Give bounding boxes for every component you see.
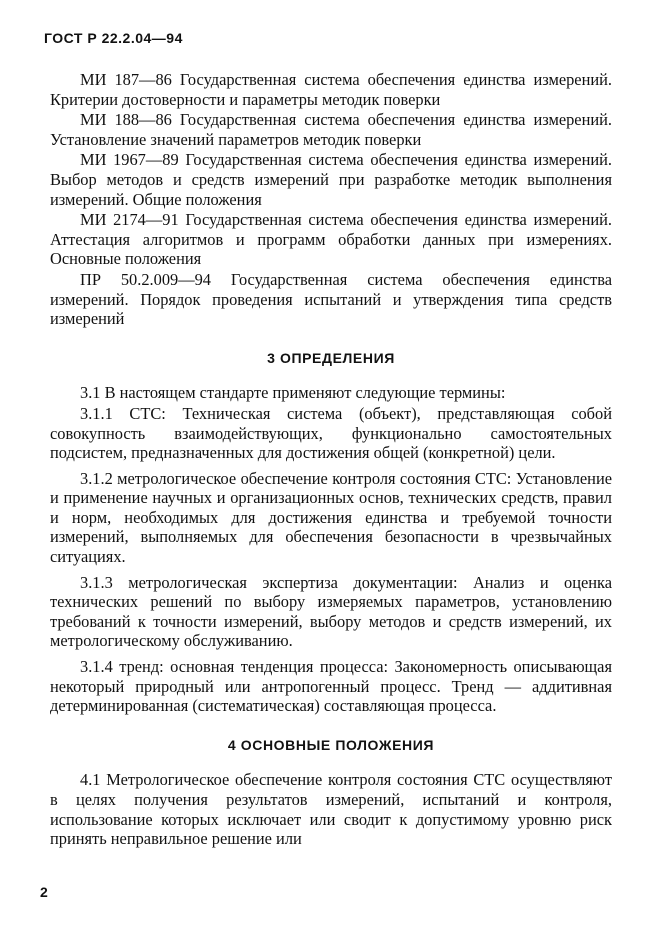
reference-entry: МИ 2174—91 Государственная система обеспечения единства измерений. Аттестация алгоритмов и программ обработки данных при измерениях. Основные положения [50,210,612,269]
section-3-title: 3 ОПРЕДЕЛЕНИЯ [267,349,395,366]
reference-entry: МИ 187—86 Государственная система обеспечения единства измерений. Критерии достоверности и параметры методик поверки [50,70,612,109]
reference-entry: МИ 1967—89 Государственная система обеспечения единства измерений. Выбор методов и средств измерений при разработке методик выполнения измерений. Общие положения [50,150,612,209]
definition-term: 3.1.2 метрологическое обеспечение контроля состояния СТС: Установление и применение научных и организационных основ, технических средств, правил и норм, необходимых для достижения единства и требуемой точности измерений, выполняемых для обеспечения безопасности в чрезвычайных ситуациях. [50,468,612,567]
reference-entry: МИ 188—86 Государственная система обеспечения единства измерений. Установление значений параметров методик поверки [50,110,612,149]
definition-term: 3.1.4 тренд: основная тенденция процесса: Закономерность описывающая некоторый природный или антропогенный процесс. Тренд — аддитивная детерминированная (систематическая) составляющая процесса. [50,657,612,716]
section-4-title: 4 ОСНОВНЫЕ ПОЛОЖЕНИЯ [227,736,435,753]
page-content [50,70,612,849]
document-code-header: ГОСТ Р 22.2.04—94 [44,30,183,46]
definitions-intro: 3.1 В настоящем стандарте применяют следующие термины: [80,383,506,403]
section-4-paragraph: 4.1 Метрологическое обеспечение контроля состояния СТС осуществляют в целях получения результатов измерений, испытаний и контроля, использование которых исключает или сводит к допустимому уровню риск принять неправильное решение или [50,770,612,849]
page-number: 2 [40,884,48,900]
reference-entry: ПР 50.2.009—94 Государственная система обеспечения единства измерений. Порядок проведения испытаний и утверждения типа средств измерений [50,269,612,329]
definition-term: 3.1.3 метрологическая экспертиза документации: Анализ и оценка технических решений по выбору измеряемых параметров, установлению требований к точности измерений, выбору методов и средств измерений, их метрологическому обслуживанию. [50,572,612,651]
definition-term: 3.1.1 СТС: Техническая система (объект), представляющая собой совокупность взаимодействующих, функционально самостоятельных подсистем, предназначенных для достижения общей (конкретной) цели. [50,403,612,463]
